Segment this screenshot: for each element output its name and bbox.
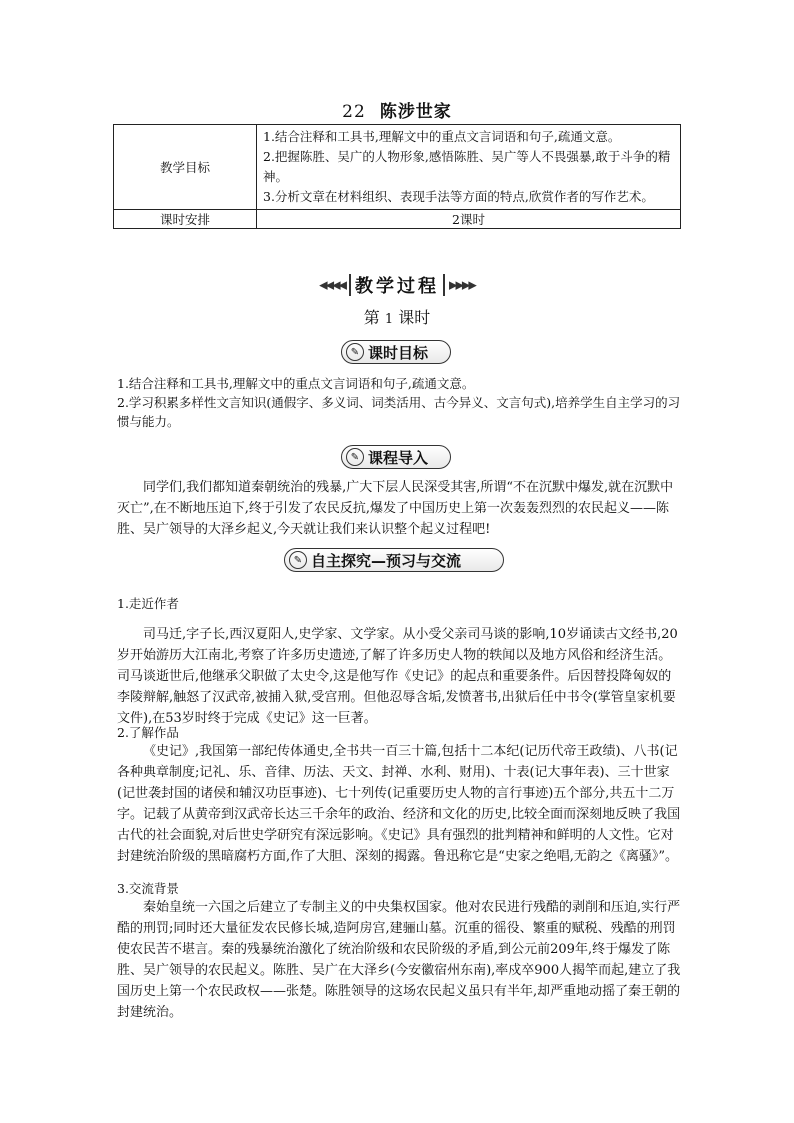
session-number: 1 bbox=[384, 312, 394, 327]
goals-table bbox=[113, 124, 681, 229]
section-intro-label: 课程导入 bbox=[368, 448, 429, 467]
divider bbox=[349, 274, 351, 296]
lesson-number: 22 bbox=[342, 102, 366, 122]
author-paragraph: 司马迁,字子长,西汉夏阳人,史学家、文学家。从小受父亲司马谈的影响,10岁诵读古文经书,20岁开始游历大江南北,考察了许多历史遗迹,了解了许多历史人物的轶闻以及地方风俗和经济生活。司马谈逝世后,他继承父职做了太史令,这是他写作《史记》的起点和重要条件。后因替投降匈奴的李陵辩解,触怒了汉武帝,被捕入狱,受宫刑。但他忍辱含垢,发愤著书,出狱后任中书令(掌管皇家机要文件),在53岁时终于完成《史记》这一巨著。 bbox=[117, 627, 678, 726]
goals-label: 教学目标 bbox=[114, 125, 257, 210]
goals-list bbox=[117, 374, 682, 431]
session-heading bbox=[0, 305, 794, 328]
book-icon: ✎ bbox=[289, 551, 307, 569]
goal-line-3: 3.分析文章在材料组织、表现手法等方面的特点,欣赏作者的写作艺术。 bbox=[263, 189, 654, 204]
goals-content bbox=[257, 125, 681, 210]
table-row bbox=[114, 125, 681, 210]
intro-paragraph: 同学们,我们都知道秦朝统治的残暴,广大下层人民深受其害,所谓“不在沉默中爆发,就在沉默中灭亡”,在不断地压迫下,终于引发了农民反抗,爆发了中国历史上第一次轰轰烈烈的农民起义——陈胜、吴广领导的大泽乡起义,今天就让我们来认识整个起义过程吧! bbox=[117, 480, 674, 537]
background-paragraph: 秦始皇统一六国之后建立了专制主义的中央集权国家。他对农民进行残酷的剥削和压迫,实行严酷的刑罚;同时还大量征发农民修长城,造阿房宫,建骊山墓。沉重的徭役、繁重的赋税、残酷的刑罚使农民苦不堪言。秦的残暴统治激化了统治阶级和农民阶级的矛盾,到公元前209年,终于爆发了陈胜、吴广领导的农民起义。陈胜、吴广在大泽乡(今安徽宿州东南),率戍卒900人揭竿而起,建立了我国历史上第一个农民政权——张楚。陈胜领导的这场农民起义虽只有半年,却严重地动摇了秦王朝的封建统治。 bbox=[117, 900, 681, 1020]
book-icon: ✎ bbox=[346, 448, 364, 466]
work-paragraph: 《史记》,我国第一部纪传体通史,全书共一百三十篇,包括十二本纪(记历代帝王政绩)、八书(记各种典章制度;记礼、乐、音律、历法、天文、封禅、水利、财用)、十表(记大事年表)、三十世家(记世袭封国的诸侯和辅汉功臣事迹)、七十列传(记重要历史人物的言行事迹)五个部分,共五十二万字。记载了从黄帝到汉武帝长达三千余年的政治、经济和文化的历史,比较全面而深刻地反映了我国古代的社会面貌,对后世史学研究有深远影响。《史记》具有强烈的批判精神和鲜明的人文性。它对封建统治阶级的黑暗腐朽方面,作了大胆、深刻的揭露。鲁迅称它是“史家之绝唱,无韵之《离骚》”。 bbox=[117, 744, 681, 864]
process-banner bbox=[0, 272, 794, 298]
table-row bbox=[114, 210, 681, 229]
session-prefix: 第 bbox=[363, 308, 380, 327]
list-item: 1.结合注释和工具书,理解文中的重点文言词语和句子,疏通文意。 bbox=[117, 376, 475, 391]
schedule-label: 课时安排 bbox=[114, 210, 257, 229]
right-arrows-icon: ▶▶▶▶ bbox=[449, 278, 475, 292]
divider bbox=[443, 274, 445, 296]
list-item: 2.学习积累多样性文言知识(通假字、多义词、词类活用、古今异义、文言句式),培养学生自主学习的习惯与能力。 bbox=[117, 395, 681, 429]
section-intro-badge bbox=[341, 445, 451, 469]
banner-text: 教学过程 bbox=[355, 276, 439, 297]
book-icon: ✎ bbox=[346, 343, 364, 361]
section-explore-badge bbox=[284, 548, 504, 572]
goal-line-2: 2.把握陈胜、吴广的人物形象,感悟陈胜、吴广等人不畏强暴,敢于斗争的精神。 bbox=[263, 149, 671, 184]
section-explore-label: 自主探究—预习与交流 bbox=[311, 551, 462, 570]
left-arrows-icon: ◀◀◀◀ bbox=[319, 278, 345, 292]
section-goals-badge bbox=[341, 340, 451, 364]
heading-work: 2.了解作品 bbox=[117, 725, 179, 740]
goal-line-1: 1.结合注释和工具书,理解文中的重点文言词语和句子,疏通文意。 bbox=[263, 129, 621, 144]
lesson-name: 陈涉世家 bbox=[379, 102, 452, 122]
session-suffix: 课时 bbox=[398, 308, 431, 327]
schedule-value: 2课时 bbox=[257, 210, 681, 229]
heading-background: 3.交流背景 bbox=[117, 881, 179, 896]
section-goals-label: 课时目标 bbox=[368, 343, 429, 362]
lesson-title bbox=[0, 97, 794, 122]
heading-author: 1.走近作者 bbox=[117, 596, 179, 611]
